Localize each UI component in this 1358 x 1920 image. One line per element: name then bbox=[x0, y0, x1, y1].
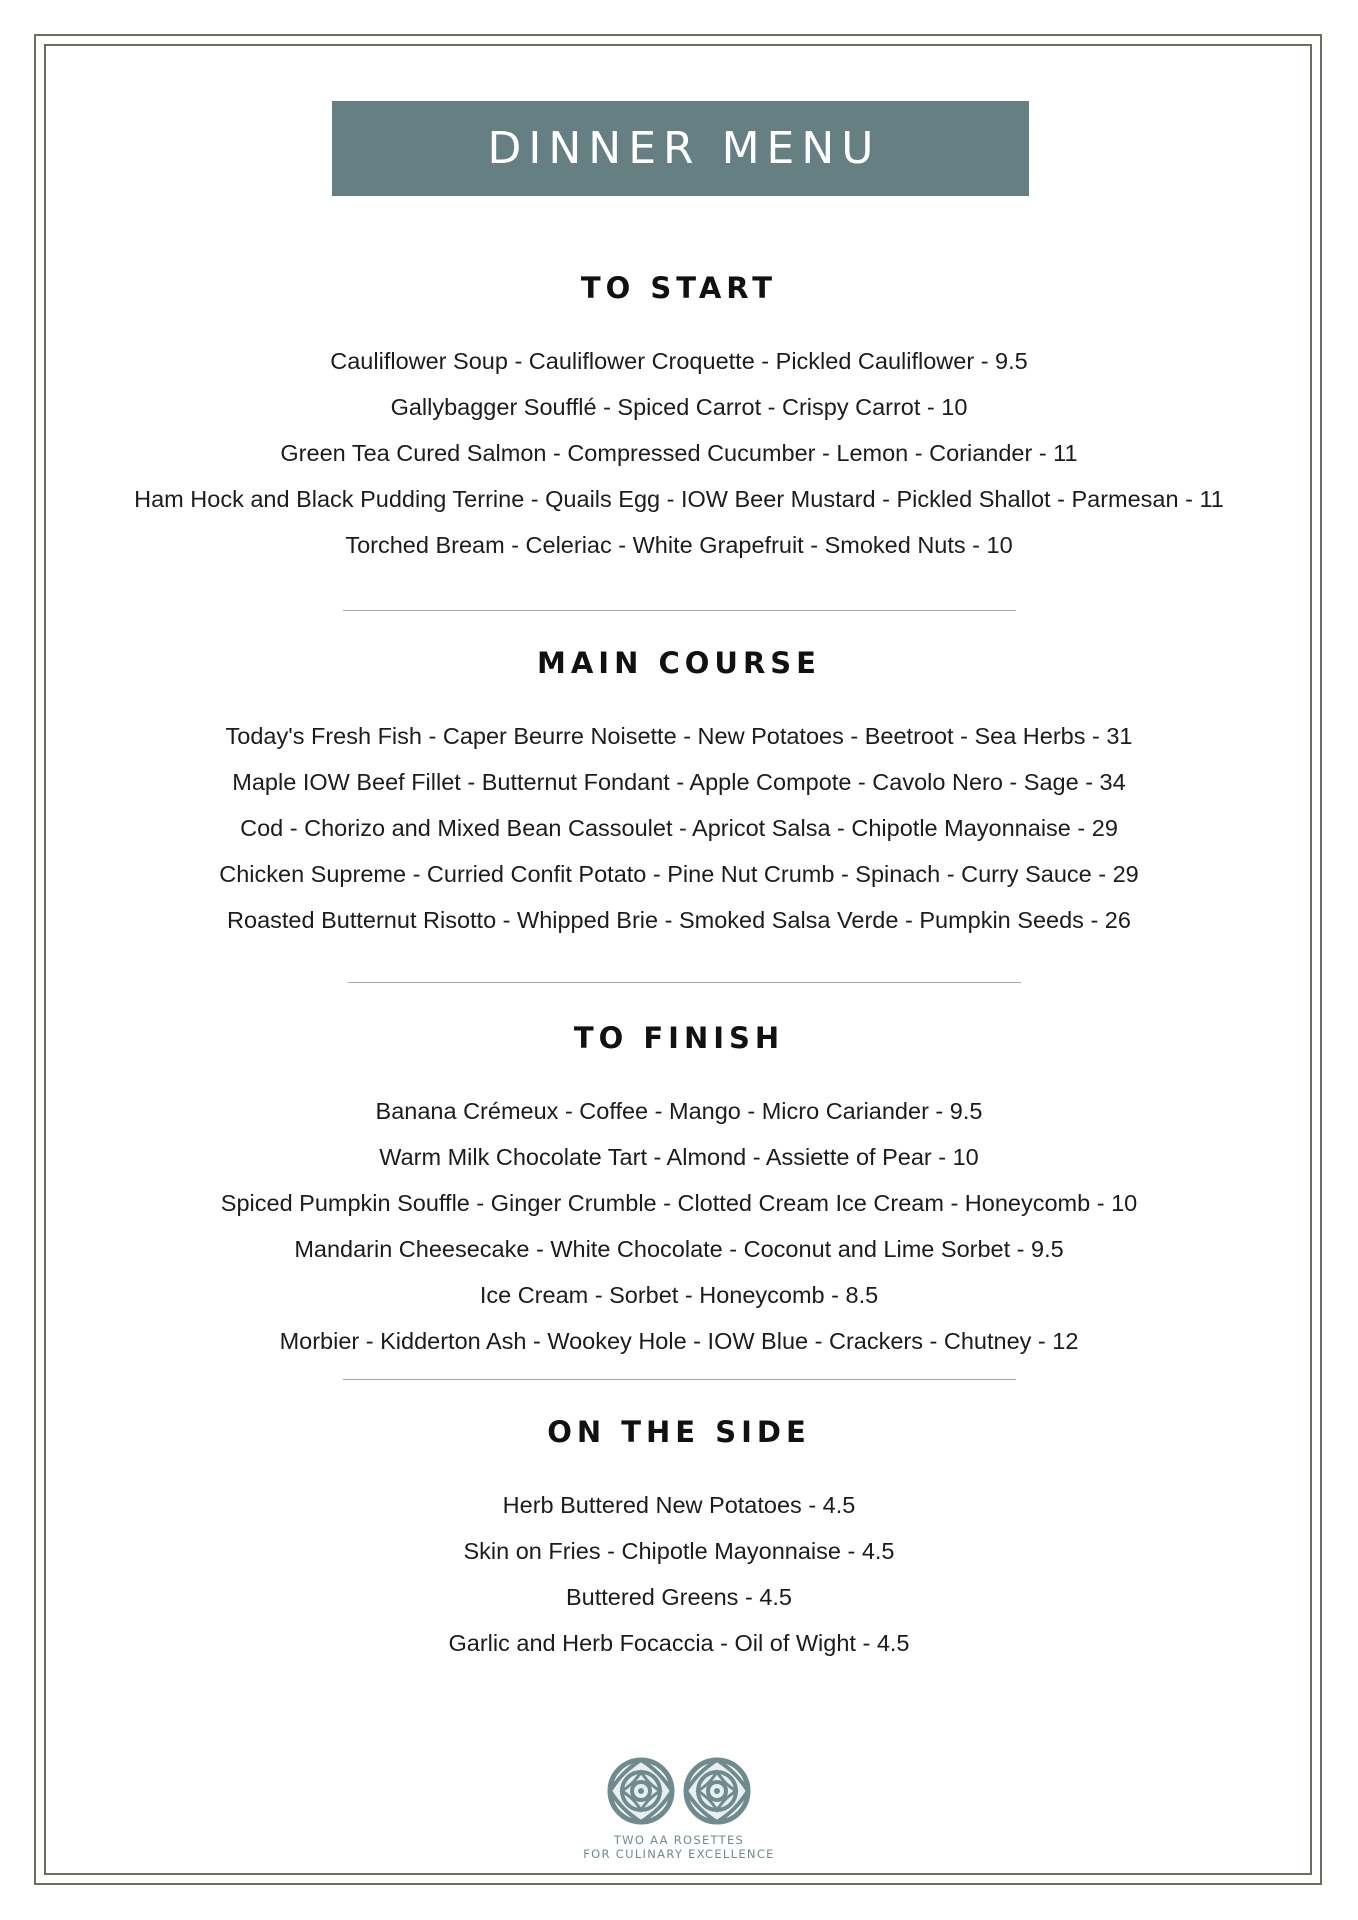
menu-item: Cod - Chorizo and Mixed Bean Cassoulet - Apricot Salsa - Chipotle Mayonnaise - 29 bbox=[240, 815, 1118, 841]
menu-item: Herb Buttered New Potatoes - 4.5 bbox=[502, 1492, 856, 1518]
menu-item-list bbox=[50, 1482, 1308, 1666]
menu-item: Cauliflower Soup - Cauliflower Croquette - Pickled Cauliflower - 9.5 bbox=[330, 348, 1028, 374]
rosette-icon bbox=[610, 1760, 672, 1822]
menu-item: Ham Hock and Black Pudding Terrine - Quails Egg - IOW Beer Mustard - Pickled Shallot - Parmesan - 11 bbox=[134, 486, 1224, 512]
rosette-icon bbox=[686, 1760, 748, 1822]
section-divider bbox=[343, 1379, 1016, 1380]
menu-item: Banana Crémeux - Coffee - Mango - Micro Cariander - 9.5 bbox=[375, 1098, 983, 1124]
award-line: FOR CULINARY EXCELLENCE bbox=[583, 1847, 775, 1861]
menu-item: Green Tea Cured Salmon - Compressed Cucumber - Lemon - Coriander - 11 bbox=[280, 440, 1078, 466]
section-to-finish bbox=[50, 1018, 1308, 1364]
menu-item: Torched Bream - Celeriac - White Grapefruit - Smoked Nuts - 10 bbox=[345, 532, 1013, 558]
menu-item: Ice Cream - Sorbet - Honeycomb - 8.5 bbox=[479, 1282, 879, 1308]
menu-item: Buttered Greens - 4.5 bbox=[566, 1584, 792, 1610]
section-heading: TO START bbox=[580, 271, 778, 305]
menu-item: Spiced Pumpkin Souffle - Ginger Crumble - Clotted Cream Ice Cream - Honeycomb - 10 bbox=[220, 1190, 1138, 1216]
menu-item: Garlic and Herb Focaccia - Oil of Wight - 4.5 bbox=[448, 1630, 910, 1656]
title-banner bbox=[332, 101, 1029, 196]
menu-item: Maple IOW Beef Fillet - Butternut Fondant - Apple Compote - Cavolo Nero - Sage - 34 bbox=[232, 769, 1126, 795]
section-heading: TO FINISH bbox=[573, 1021, 785, 1055]
menu-item-list bbox=[50, 713, 1308, 943]
menu-item-list bbox=[50, 338, 1308, 568]
aa-rosettes-logo bbox=[607, 1755, 751, 1827]
section-heading: MAIN COURSE bbox=[537, 646, 821, 680]
menu-item: Skin on Fries - Chipotle Mayonnaise - 4.5 bbox=[463, 1538, 895, 1564]
page-title: DINNER MENU bbox=[487, 123, 881, 174]
section-main-course bbox=[50, 643, 1308, 943]
menu-item: Roasted Butternut Risotto - Whipped Brie - Smoked Salsa Verde - Pumpkin Seeds - 26 bbox=[227, 907, 1131, 933]
menu-item: Today's Fresh Fish - Caper Beurre Noisette - New Potatoes - Beetroot - Sea Herbs - 31 bbox=[225, 723, 1133, 749]
award-caption bbox=[529, 1833, 829, 1861]
menu-item: Gallybagger Soufflé - Spiced Carrot - Crispy Carrot - 10 bbox=[390, 394, 968, 420]
section-heading: ON THE SIDE bbox=[547, 1415, 811, 1449]
section-divider bbox=[348, 982, 1021, 983]
menu-item: Morbier - Kidderton Ash - Wookey Hole - IOW Blue - Crackers - Chutney - 12 bbox=[279, 1328, 1079, 1354]
menu-item-list bbox=[50, 1088, 1308, 1364]
section-divider bbox=[343, 610, 1016, 611]
section-on-the-side bbox=[50, 1412, 1308, 1666]
award-line: TWO AA ROSETTES bbox=[613, 1833, 745, 1847]
menu-item: Mandarin Cheesecake - White Chocolate - Coconut and Lime Sorbet - 9.5 bbox=[294, 1236, 1064, 1262]
section-to-start bbox=[50, 268, 1308, 568]
menu-item: Chicken Supreme - Curried Confit Potato - Pine Nut Crumb - Spinach - Curry Sauce - 29 bbox=[219, 861, 1139, 887]
menu-item: Warm Milk Chocolate Tart - Almond - Assiette of Pear - 10 bbox=[379, 1144, 979, 1170]
